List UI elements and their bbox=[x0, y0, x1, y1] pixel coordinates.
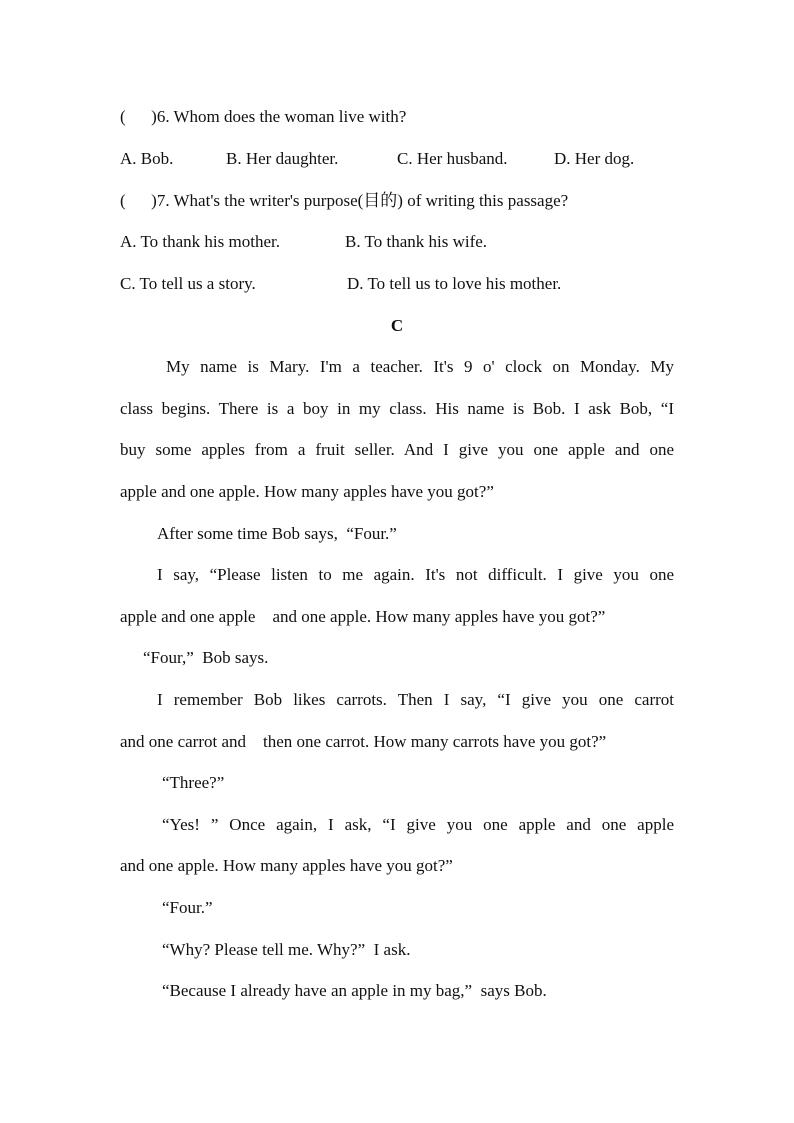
question-7-stem: ( )7. What's the writer's purpose(目的) of writing this passage? bbox=[120, 191, 569, 210]
question-7-option-c: C. To tell us a story. bbox=[120, 274, 256, 293]
question-6-option-d: D. Her dog. bbox=[554, 149, 635, 168]
question-6-option-c: C. Her husband. bbox=[397, 149, 508, 168]
passage-line: apple and one apple. How many apples have you got?” bbox=[120, 482, 494, 501]
passage-line: buy some apples from a fruit seller. And I give you one apple and one bbox=[120, 440, 674, 459]
passage-line: “Four,” Bob says. bbox=[143, 648, 269, 667]
question-7-option-a: A. To thank his mother. bbox=[120, 232, 280, 251]
question-6-stem: ( )6. Whom does the woman live with? bbox=[120, 107, 407, 126]
passage-line: I say, “Please listen to me again. It's not difficult. I give you one bbox=[157, 565, 674, 584]
passage-line: “Why? Please tell me. Why?” I ask. bbox=[162, 940, 411, 959]
passage-line: “Yes! ” Once again, I ask, “I give you one apple and one apple bbox=[162, 815, 674, 834]
passage-line: “Because I already have an apple in my bag,” says Bob. bbox=[162, 981, 547, 1000]
passage-line: apple and one apple and one apple. How many apples have you got?” bbox=[120, 607, 606, 626]
section-title: C bbox=[390, 316, 404, 335]
question-6-option-a: A. Bob. bbox=[120, 149, 174, 168]
passage-line: My name is Mary. I'm a teacher. It's 9 o' clock on Monday. My bbox=[166, 357, 674, 376]
passage-line: “Four.” bbox=[162, 898, 213, 917]
passage-line: “Three?” bbox=[162, 773, 225, 792]
question-6-option-b: B. Her daughter. bbox=[226, 149, 339, 168]
passage-line: class begins. There is a boy in my class. His name is Bob. I ask Bob, “I bbox=[120, 399, 674, 418]
question-7-option-d: D. To tell us to love his mother. bbox=[347, 274, 562, 293]
question-7-option-b: B. To thank his wife. bbox=[345, 232, 488, 251]
passage-line: and one carrot and then one carrot. How many carrots have you got?” bbox=[120, 732, 607, 751]
passage-line: and one apple. How many apples have you got?” bbox=[120, 856, 453, 875]
passage-line: I remember Bob likes carrots. Then I say, “I give you one carrot bbox=[157, 690, 674, 709]
passage-line: After some time Bob says, “Four.” bbox=[157, 524, 397, 543]
